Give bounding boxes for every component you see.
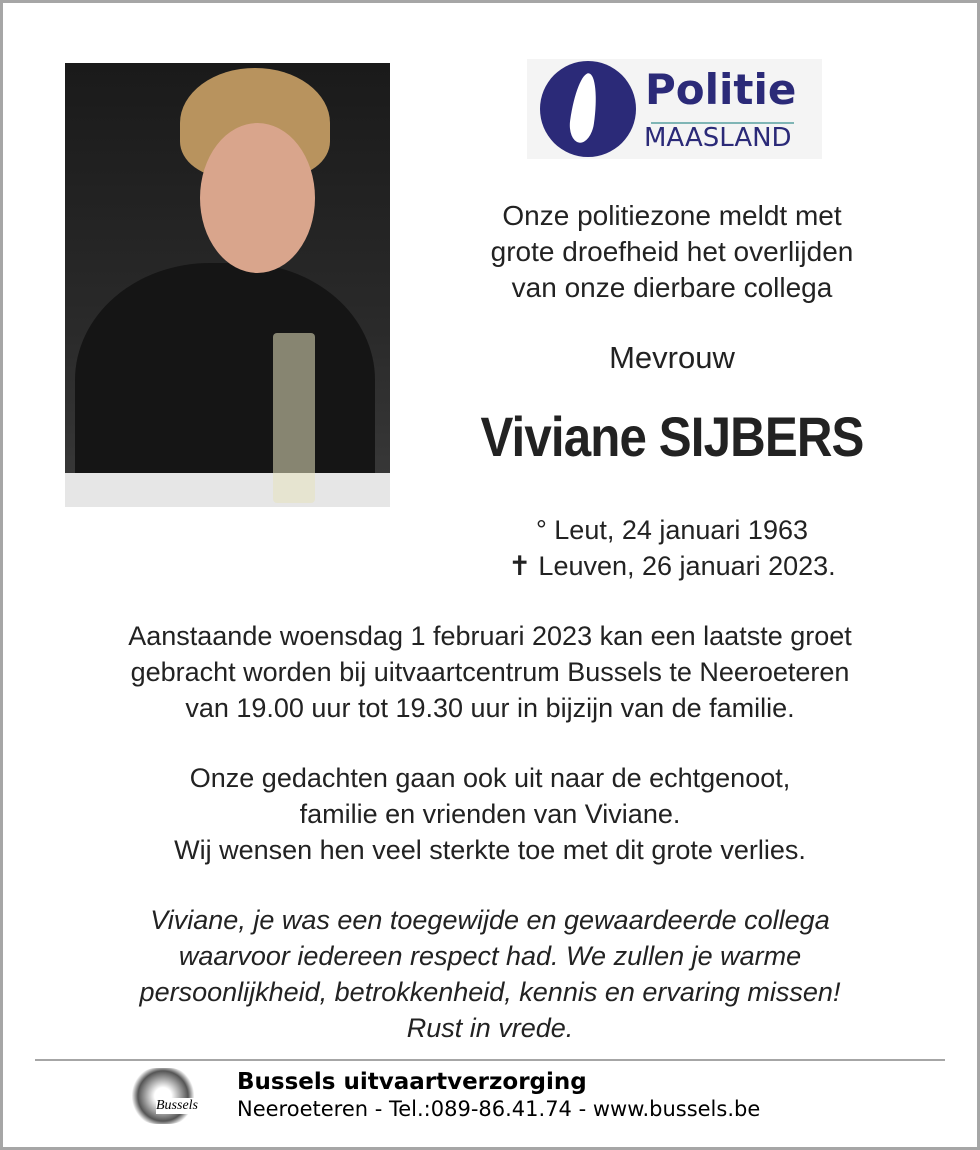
divider	[35, 1059, 945, 1061]
birth-death-dates: ° Leut, 24 januari 1963 ✝ Leuven, 26 januari 2023.	[508, 515, 836, 581]
flame-icon	[540, 61, 636, 157]
funeral-company-name: Bussels uitvaartverzorging	[237, 1069, 587, 1095]
bussels-logo: Bussels	[132, 1068, 194, 1124]
funeral-company-contact: Neeroeteren - Tel.:089-86.41.74 - www.bussels.be	[237, 1097, 761, 1121]
tribute-text: Viviane, je was een toegewijde en gewaardeerde collega waarvoor iedereen respect had. We zullen je warme persoonlijkheid, betrokkenheid, kennis en ervaring missen! Rust in vrede.	[139, 905, 841, 1043]
portrait-photo	[65, 63, 390, 507]
farewell-info: Aanstaande woensdag 1 februari 2023 kan een laatste groet gebracht worden bij uitvaartcentrum Bussels te Neeroeteren van 19.00 uur tot 19.30 uur in bijzijn van de familie.	[128, 621, 852, 723]
condolence-text: Onze gedachten gaan ook uit naar de echtgenoot, familie en vrienden van Viviane. Wij wensen hen veel sterkte toe met dit grote verlies.	[174, 763, 806, 865]
deceased-name: Viviane SIJBERS	[480, 405, 864, 468]
intro-text: Onze politiezone meldt met grote droefheid het overlijden van onze dierbare collega	[490, 200, 854, 303]
politie-maasland-logo: Politie MAASLAND	[527, 59, 822, 159]
salutation: Mevrouw	[609, 340, 735, 375]
